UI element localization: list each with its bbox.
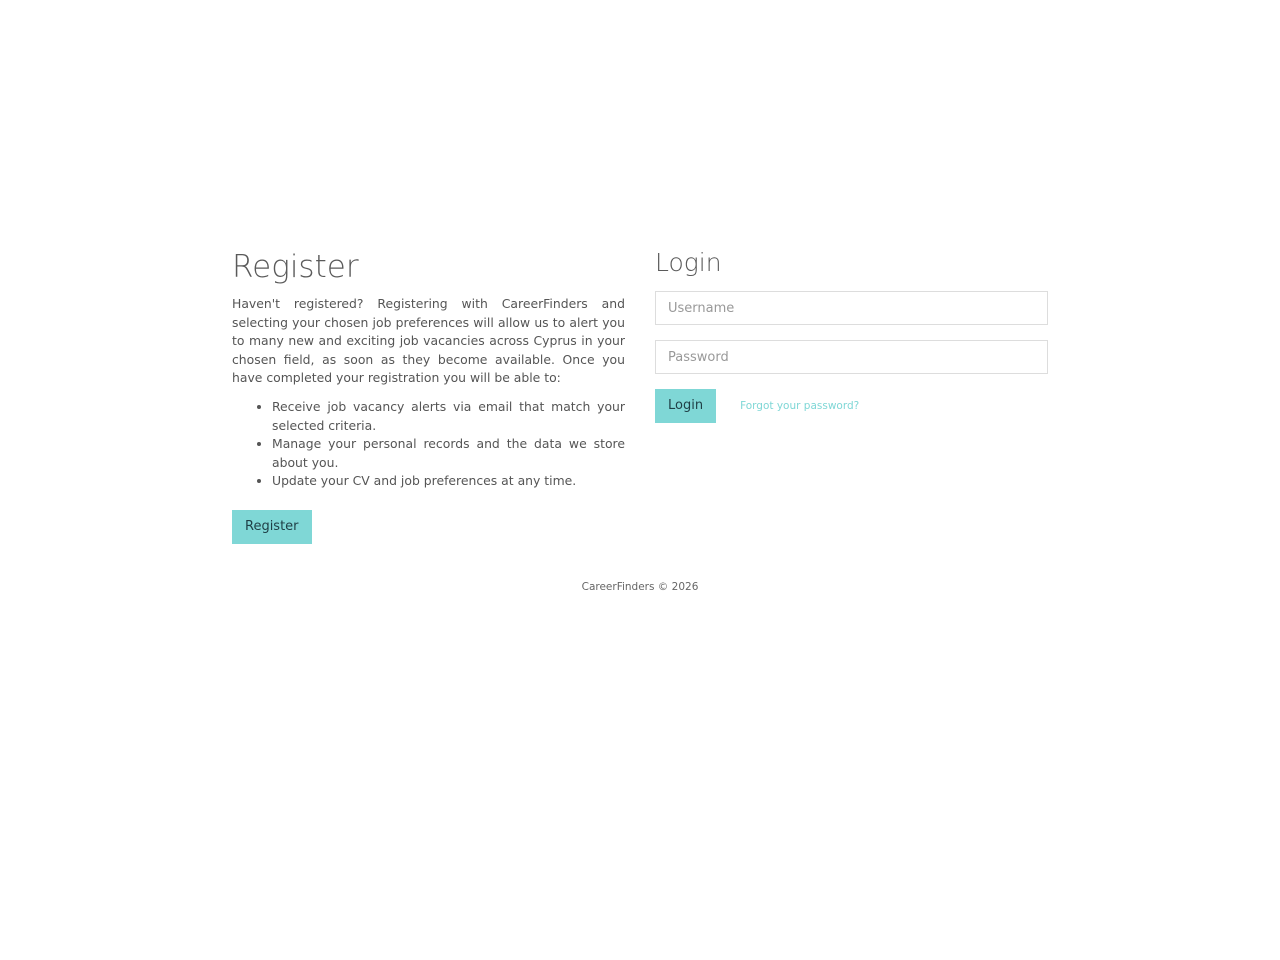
benefits-list: [232, 398, 625, 491]
register-button[interactable]: Register: [232, 510, 312, 544]
username-input[interactable]: [655, 291, 1048, 325]
benefit-item: • Receive job vacancy alerts via email that match your selected criteria.: [272, 398, 625, 435]
benefit-item: • Manage your personal records and the data we store about you.: [272, 435, 625, 472]
login-button[interactable]: Login: [655, 389, 716, 423]
register-section: [232, 246, 625, 544]
benefit-item: • Update your CV and job preferences at any time.: [272, 472, 625, 491]
password-input[interactable]: [655, 340, 1048, 374]
footer-copyright: CareerFinders © 2026: [581, 581, 699, 593]
register-intro: Haven't registered? Registering with CareerFinders and selecting your chosen job preferences will allow us to alert you to many new and exciting job vacancies across Cyprus in your chosen field, as soon as they become available. Once you have completed your registration you will be able to:: [232, 296, 625, 386]
forgot-password-link[interactable]: Forgot your password?: [740, 400, 860, 412]
register-title: Register: [232, 249, 359, 285]
login-actions: [655, 389, 1048, 423]
login-section: [655, 246, 1048, 423]
login-title: Login: [655, 248, 722, 277]
